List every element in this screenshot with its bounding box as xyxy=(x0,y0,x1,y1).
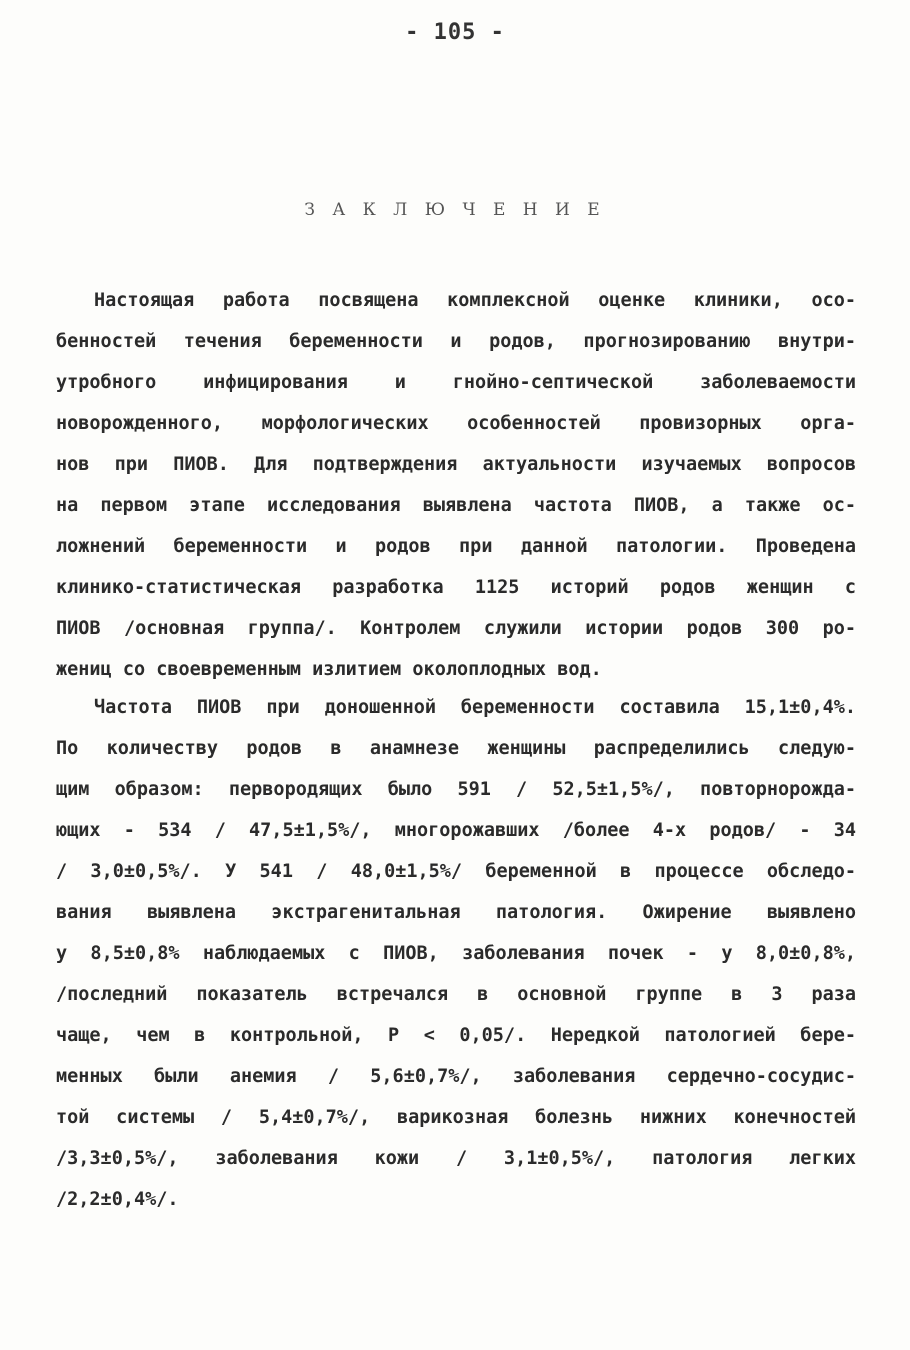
text-line: / 3,0±0,5%/. У 541 / 48,0±1,5%/ беременной в процессе обследо- xyxy=(56,861,856,882)
text-line: /3,3±0,5%/, заболевания кожи / 3,1±0,5%/, патология легких xyxy=(56,1148,856,1169)
text-line: новорожденного, морфологических особенностей провизорных орга- xyxy=(56,413,856,434)
text-line: /2,2±0,4%/. xyxy=(56,1189,179,1210)
text-line: Частота ПИОВ при доношенной беременности составила 15,1±0,4%. xyxy=(94,697,856,718)
text-line: щим образом: первородящих было 591 / 52,5±1,5%/, повторнорожда- xyxy=(56,779,856,800)
paragraph-intro xyxy=(56,280,856,690)
text-line: По количеству родов в анамнезе женщины распределились следую- xyxy=(56,738,856,759)
text-line: жениц со своевременным излитием околоплодных вод. xyxy=(56,659,602,680)
text-line: /последний показатель встречался в основной группе в 3 раза xyxy=(56,984,856,1005)
text-line: нов при ПИОВ. Для подтверждения актуальности изучаемых вопросов xyxy=(56,454,856,475)
text-line: клинико-статистическая разработка 1125 историй родов женщин с xyxy=(56,577,856,598)
text-line: утробного инфицирования и гнойно-септической заболеваемости xyxy=(56,372,856,393)
text-line: бенностей течения беременности и родов, прогнозированию внутри- xyxy=(56,331,856,352)
text-line: у 8,5±0,8% наблюдаемых с ПИОВ, заболевания почек - у 8,0±0,8%, xyxy=(56,943,856,964)
section-heading: З А К Л Ю Ч Е Н И Е xyxy=(304,200,606,220)
text-line: той системы / 5,4±0,7%/, варикозная болезнь нижних конечностей xyxy=(56,1107,856,1128)
text-line: Настоящая работа посвящена комплексной оценке клиники, осо- xyxy=(94,290,856,311)
text-line: на первом этапе исследования выявлена частота ПИОВ, а также ос- xyxy=(56,495,856,516)
text-line: ющих - 534 / 47,5±1,5%/, многорожавших /более 4-х родов/ - 34 xyxy=(56,820,856,841)
text-line: вания выявлена экстрагенитальная патология. Ожирение выявлено xyxy=(56,902,856,923)
page-number: - 105 - xyxy=(405,20,505,45)
text-line: ПИОВ /основная группа/. Контролем служили истории родов 300 ро- xyxy=(56,618,856,639)
text-line: чаще, чем в контрольной, Р < 0,05/. Нередкой патологией бере- xyxy=(56,1025,856,1046)
text-line: ложнений беременности и родов при данной патологии. Проведена xyxy=(56,536,856,557)
paragraph-statistics xyxy=(56,687,856,1220)
text-line: менных были анемия / 5,6±0,7%/, заболевания сердечно-сосудис- xyxy=(56,1066,856,1087)
